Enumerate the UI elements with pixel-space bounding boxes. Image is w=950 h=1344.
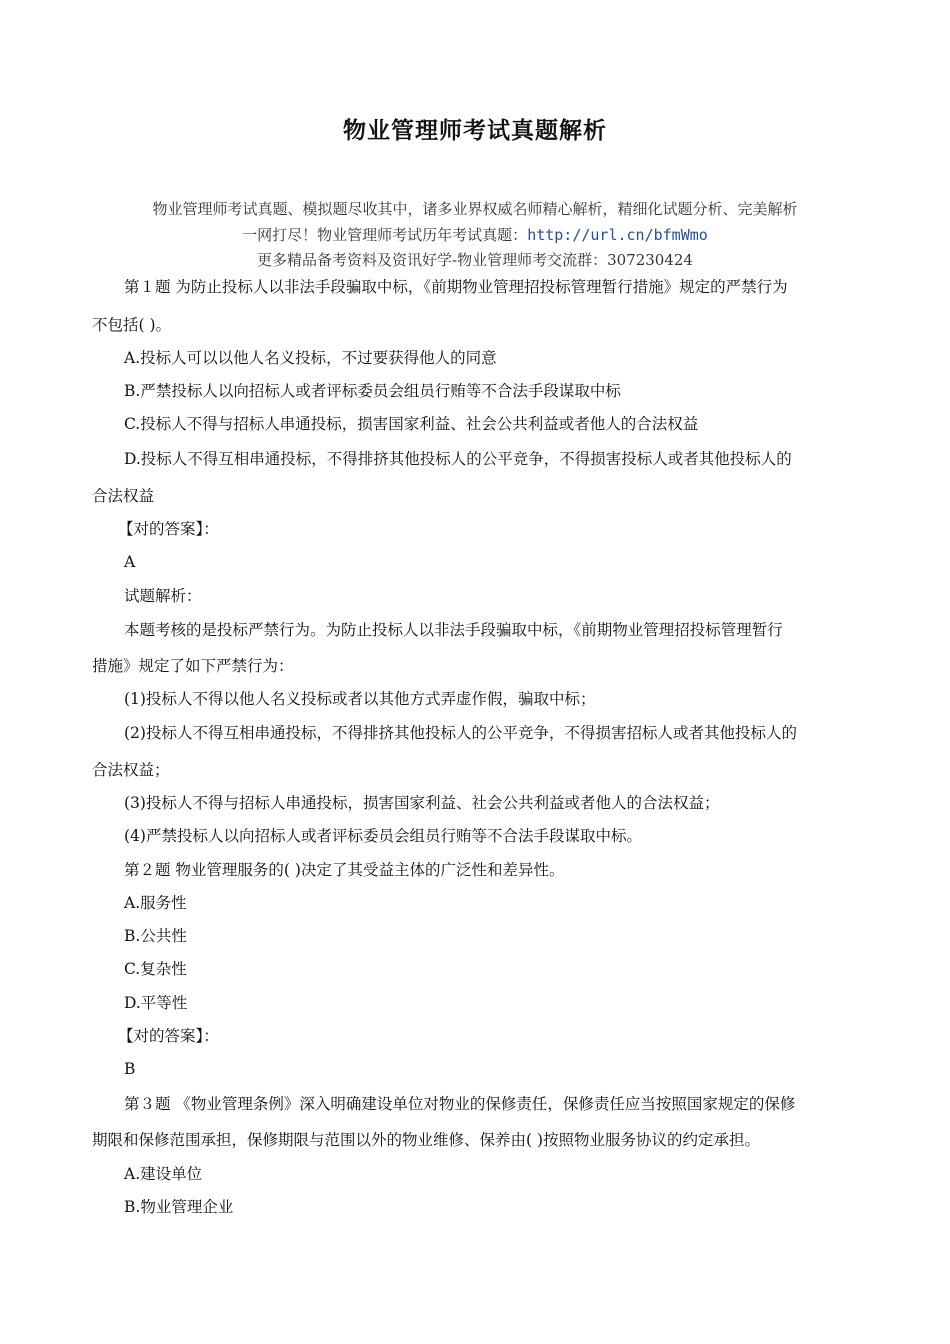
- q2-answer: B: [124, 1060, 136, 1078]
- q1-point-3: (3)投标人不得与招标人串通投标，损害国家利益、社会公共利益或者他人的合法权益；: [124, 794, 720, 812]
- q1-point-4: (4)严禁投标人以向招标人或者评标委员会组员行贿等不合法手段谋取中标。: [124, 827, 642, 845]
- q3-stem-line-2: 期限和保修范围承担，保修期限与范围以外的物业维修、保养由( )按照物业服务协议的约定承担。: [92, 1131, 761, 1149]
- q1-point-2-line-2: 合法权益；: [92, 761, 170, 779]
- q1-analysis-line-2: 措施》规定了如下严禁行为：: [92, 657, 294, 675]
- q2-option-d: D.平等性: [124, 994, 188, 1012]
- q1-stem-line-2: 不包括( )。: [92, 316, 172, 334]
- q1-option-d-line-2: 合法权益: [92, 487, 155, 505]
- q3-option-a: A.建设单位: [124, 1165, 203, 1183]
- q2-answer-label: 【对的答案】：: [118, 1027, 219, 1045]
- page-title: 物业管理师考试真题解析: [343, 117, 607, 144]
- q2-option-a: A.服务性: [124, 894, 187, 912]
- intro-line-1: 物业管理师考试真题、模拟题尽收其中，诸多业界权威名师精心解析，精细化试题分析、完美解析: [152, 200, 798, 218]
- exam-link[interactable]: http://url.cn/bfmWmo: [527, 226, 708, 244]
- q3-stem-line-1: 第３题 《物业管理条例》深入明确建设单位对物业的保修责任，保修责任应当按照国家规定的保修: [124, 1095, 796, 1113]
- q1-option-b: B.严禁投标人以向招标人或者评标委员会组员行贿等不合法手段谋取中标: [124, 382, 621, 400]
- intro-line-2: [95, 222, 855, 248]
- q1-stem-line-1: 第１题 为防止投标人以非法手段骗取中标，《前期物业管理招投标管理暂行措施》规定的严禁行为: [124, 278, 788, 296]
- q2-stem: 第２题 物业管理服务的( )决定了其受益主体的广泛性和差异性。: [124, 861, 565, 879]
- q2-option-c: C.复杂性: [124, 960, 187, 978]
- q1-option-a: A.投标人可以以他人名义投标，不过要获得他人的同意: [124, 349, 497, 367]
- q1-answer: A: [124, 553, 136, 571]
- intro-line-2-text: 一网打尽！物业管理师考试历年考试真题：: [242, 226, 528, 244]
- q2-option-b: B.公共性: [124, 927, 187, 945]
- q3-option-b: B.物业管理企业: [124, 1198, 234, 1216]
- q1-point-1: (1)投标人不得以他人名义投标或者以其他方式弄虚作假，骗取中标；: [124, 690, 596, 708]
- q1-analysis-label: 试题解析：: [124, 587, 202, 605]
- intro-line-3: 更多精品备考资料及资讯好学-物业管理师考交流群：307230424: [257, 251, 693, 269]
- q1-point-2-line-1: (2)投标人不得互相串通投标，不得排挤其他投标人的公平竞争，不得损害招标人或者其他投标人的: [124, 724, 797, 742]
- q1-analysis-line-1: 本题考核的是投标严禁行为。为防止投标人以非法手段骗取中标，《前期物业管理招投标管理暂行: [124, 621, 783, 639]
- q1-option-c: C.投标人不得与招标人串通投标，损害国家利益、社会公共利益或者他人的合法权益: [124, 415, 699, 433]
- q1-option-d-line-1: D.投标人不得互相串通投标，不得排挤其他投标人的公平竞争，不得损害投标人或者其他投标人的: [124, 450, 792, 468]
- q1-answer-label: 【对的答案】：: [118, 520, 219, 538]
